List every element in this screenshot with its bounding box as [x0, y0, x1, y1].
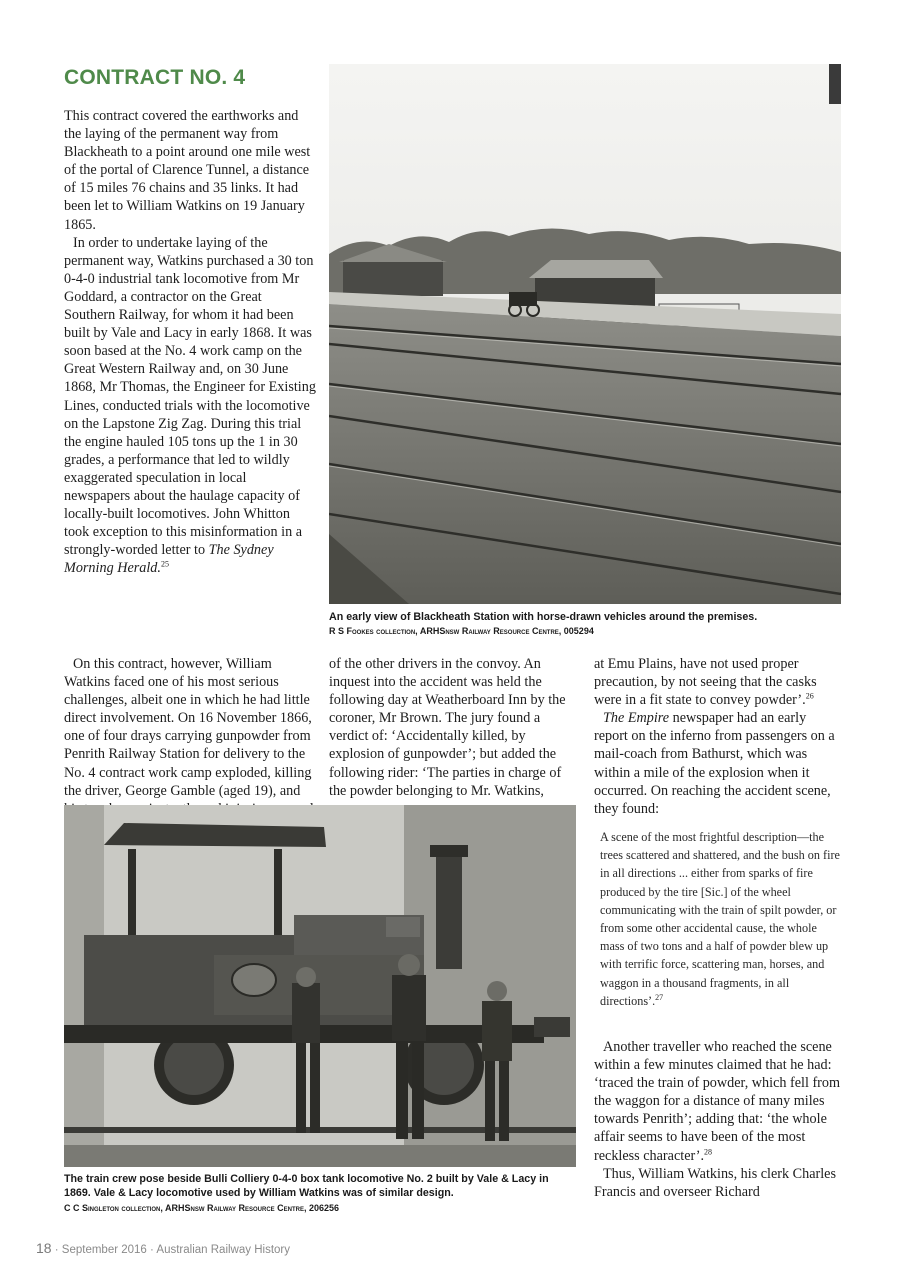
paragraph: of the other drivers in the convoy. An inquest into the accident was held the following day at Weatherboard Inn by the coroner, Mr Brown. The jury found a verdict of: ‘Accidentally killed, by explosion of gunpowder’; but added the following rider: ‘The parties in charge of the powder belonging to Mr. Watkins,: [329, 656, 566, 799]
page-number: 18: [36, 1240, 52, 1256]
page-footer: [36, 1240, 290, 1256]
footer-text: · September 2016 · Australian Railway History: [51, 1244, 290, 1256]
paragraph: This contract covered the earthworks and the laying of the permanent way from Blackheath to a point around one mile west of the portal of Clarence Tunnel, a distance of 15 miles 76 chains and 35 links. It had been let to William Watkins on 19 January 1865.: [64, 108, 311, 233]
locomotive-crew-photo: [64, 805, 576, 1167]
figure-2-credit: C C Singleton collection, ARHSnsw Railway Resource Centre, 206256: [64, 1203, 340, 1213]
block-quote: A scene of the most frightful description—the trees scattered and shattered, and the bush on fire in all directions ... either from sparks of fire produced by the tire [Sic.] of the wheel communicating with the train of spilt powder, or from some other accidental cause, the whole mass of two tons and a half of powder blew up with terrific force, scattering man, horses, and waggon in a thousand fragments, in all directions’.$^{27}$: [600, 830, 840, 1008]
paragraph: The Empire newspaper had an early report on the inferno from passengers on a mail-coach from Bathurst, which was within a mile of the explosion when it occurred. On reaching the accident scene, they found:: [594, 710, 835, 817]
footnote-ref: 26: [805, 691, 814, 701]
footnote-ref: 28: [704, 1146, 713, 1156]
section-heading: CONTRACT NO. 4: [64, 66, 246, 89]
paragraph: On this contract, however, William Watkins faced one of his most serious challenges, albeit one in which he had little direct involvement. On 16 November 1866, one of four drays carrying gunpowder from Penrith Railway Station for delivery to the No. 4 contract work camp exploded, killing the driver, George Gamble (aged 19), and: [64, 656, 312, 799]
footnote-ref: 27: [655, 992, 664, 1002]
column-2: [329, 655, 581, 800]
column-3-upper: [594, 655, 842, 818]
footnote-ref: 25: [160, 559, 169, 569]
paragraph: Another traveller who reached the scene within a few minutes claimed that he had: ‘traced the train of powder, which fell from the waggon for a distance of many miles towards Penrith’; adding that: ‘the whole affair seems to have been of the most reckless character’.$^{28}$: [594, 1039, 841, 1164]
blackheath-station-photo: [329, 64, 841, 604]
figure-1-credit: R S Fookes collection, ARHSnsw Railway Resource Centre, 005294: [329, 626, 594, 636]
figure-2-caption: The train crew pose beside Bulli Colliery 0-4-0 box tank locomotive No. 2 built by Vale & Lacy in 1869. Vale & Lacy locomotive used by William Watkins was of similar design.: [64, 1173, 549, 1199]
column-1-upper: [64, 107, 316, 577]
column-1-lower: [64, 655, 316, 818]
italic-title: The Sydney Morning Herald.: [64, 542, 274, 577]
paragraph: at Emu Plains, have not used proper precaution, by not seeing that the casks were in a fit state to convey powder’.$^{26}$: [594, 656, 817, 709]
italic-title: The Empire: [603, 710, 670, 727]
figure-1-caption: An early view of Blackheath Station with horse-drawn vehicles around the premises.: [329, 611, 758, 623]
column-3-lower: [594, 1038, 842, 1201]
paragraph: In order to undertake laying of the permanent way, Watkins purchased a 30 ton 0-4-0 industrial tank locomotive from Mr Goddard, a contractor on the Great Southern Railway, for whom it had been built by Vale and Lacy in early 1868. It was soon based at the No. 4 work camp on the Great Western Railway and, on 30 June 1868, Mr Thomas, the Engineer for Existing Lines, conducted trials with the locomotive on the Lapstone Zig Zag. During this trial the engine hauled 105 tons up the 1 in 30 grades, a performance that led to wildly exaggerated speculation in local newspapers about the haulage capacity of locally-built locomotives. John Whitton took exception to this misinformation in a strongly-worded letter to The Sydney Morning Herald.$^{25}$: [64, 234, 316, 577]
paragraph: Thus, William Watkins, his clerk Charles Francis and overseer Richard: [594, 1165, 837, 1200]
